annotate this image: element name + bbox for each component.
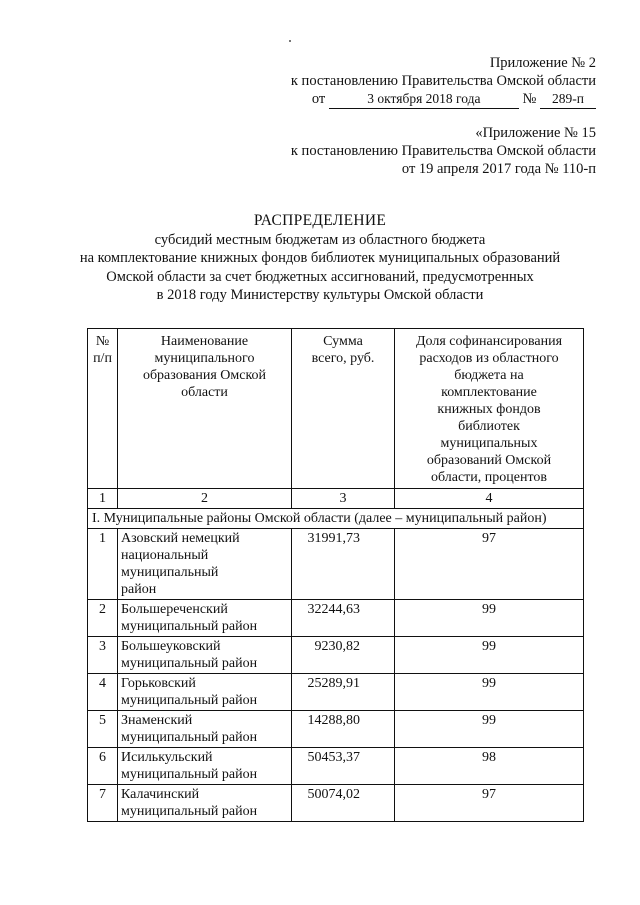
row-number: 3 [88,637,118,674]
title-line-3: Омской области за счет бюджетных ассигнований, предусмотренных [106,268,534,285]
row-sum: 50453,37 [292,748,395,785]
table-row [88,600,584,637]
column-number: 2 [118,489,292,509]
table-row [88,674,584,711]
row-sum: 32244,63 [292,600,395,637]
original-appendix-header [291,124,596,178]
header-number: № п/п [88,329,118,489]
header-name: Наименование муниципального образования Омской области [118,329,292,489]
title-heading: РАСПРЕДЕЛЕНИЕ [253,212,387,229]
column-number: 3 [292,489,395,509]
row-share: 99 [395,600,584,637]
row-share: 97 [395,785,584,822]
appendix-date-line [291,90,596,109]
appendix-header [291,54,596,109]
row-number: 1 [88,529,118,600]
row-sum: 25289,91 [292,674,395,711]
table-row [88,529,584,600]
column-number: 4 [395,489,584,509]
header-sum: Сумма всего, руб. [292,329,395,489]
row-share: 99 [395,674,584,711]
row-sum: 50074,02 [292,785,395,822]
row-district-name: Большереченский муниципальный район [118,600,292,637]
title-line-4: в 2018 году Министерству культуры Омской области [156,287,484,303]
title-line-2: на комплектование книжных фондов библиотек муниципальных образований [79,250,561,266]
scan-speck [289,40,291,42]
row-number: 2 [88,600,118,637]
row-number: 5 [88,711,118,748]
from-label: от [311,91,326,107]
resolution-date: 3 октября 2018 года [329,90,519,109]
section-row [88,509,584,529]
table-row [88,785,584,822]
original-resolution-ref: к постановлению Правительства Омской области [290,143,596,159]
row-sum: 31991,73 [292,529,395,600]
row-district-name: Калачинский муниципальный район [118,785,292,822]
table-header-row [88,329,584,489]
row-number: 7 [88,785,118,822]
original-resolution-date: от 19 апреля 2017 года № 110-п [401,161,596,177]
row-sum: 9230,82 [292,637,395,674]
row-number: 4 [88,674,118,711]
row-sum: 14288,80 [292,711,395,748]
row-district-name: Азовский немецкий национальный муниципальный район [118,529,292,600]
subsidy-table [87,328,584,822]
row-number: 6 [88,748,118,785]
row-share: 98 [395,748,584,785]
column-number-row [88,489,584,509]
row-share: 99 [395,637,584,674]
section-title: I. Муниципальные районы Омской области (далее – муниципальный район) [88,509,584,529]
appendix-number: Приложение № 2 [489,55,596,71]
table-row [88,637,584,674]
row-district-name: Исилькульский муниципальный район [118,748,292,785]
number-label: № [522,91,537,107]
resolution-number: 289-п [540,90,596,109]
table-row [88,711,584,748]
row-district-name: Большеуковский муниципальный район [118,637,292,674]
table-row [88,748,584,785]
row-share: 97 [395,529,584,600]
appendix-resolution-ref: к постановлению Правительства Омской области [290,73,596,89]
title-line-1: субсидий местным бюджетам из областного бюджета [154,231,486,248]
original-appendix-number: «Приложение № 15 [475,125,596,141]
column-number: 1 [88,489,118,509]
document-title [60,212,580,305]
row-district-name: Знаменский муниципальный район [118,711,292,748]
header-share: Доля софинансирования расходов из областного бюджета на комплектование книжных фондов библиотек муниципальных образований Омской области, процентов [395,329,584,489]
row-share: 99 [395,711,584,748]
row-district-name: Горьковский муниципальный район [118,674,292,711]
